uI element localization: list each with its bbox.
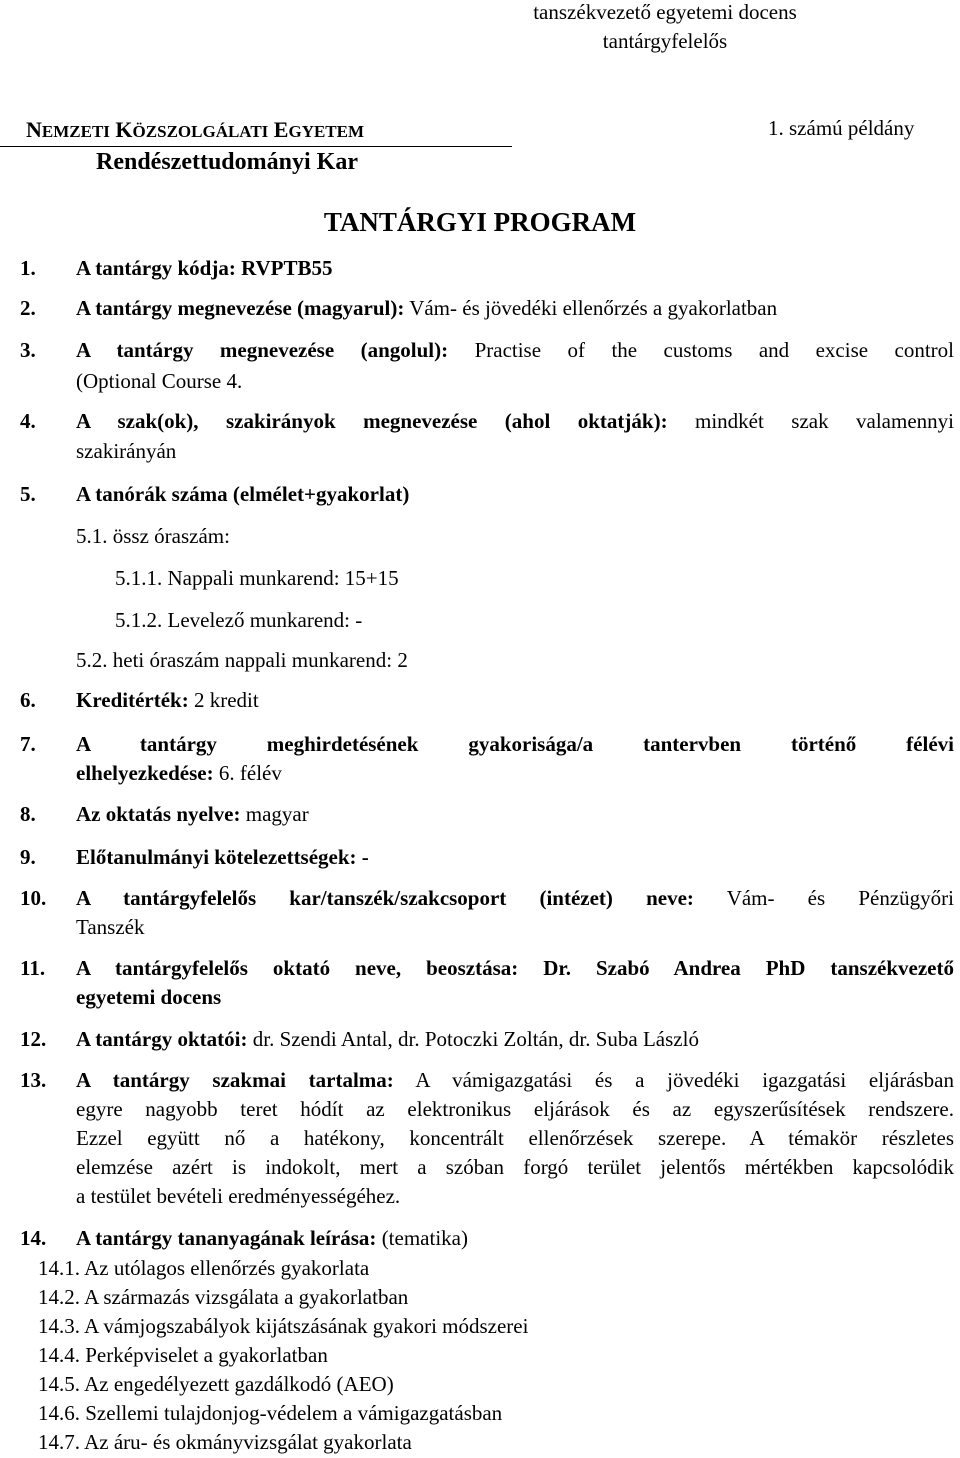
header-role: tanszékvezető egyetemi docens — [533, 0, 797, 24]
item-5-number: 5. — [20, 482, 36, 506]
item-14-number: 14. — [20, 1226, 47, 1250]
item-5-1-2: 5.1.2. Levelező munkarend: - — [115, 608, 363, 632]
item-6-number: 6. — [20, 688, 36, 712]
institution-name: NEMZETI KÖZSZOLGÁLATI EGYETEM — [26, 117, 365, 142]
item-14: A tantárgy tananyagának leírása: (tematika) — [76, 1226, 468, 1250]
item-4: A szak(ok), szakirányok megnevezése (ahol oktatják): mindkét szak valamennyi — [76, 409, 954, 433]
topic-item: 14.6. Szellemi tulajdonjog-védelem a vámigazgatásban — [38, 1401, 503, 1425]
item-3-number: 3. — [20, 338, 36, 362]
item-9-label: Előtanulmányi kötelezettségek: - — [76, 845, 369, 869]
item-10-number: 10. — [20, 886, 47, 910]
item-5-1: 5.1. össz óraszám: — [76, 524, 230, 548]
item-7-number: 7. — [20, 732, 36, 756]
topic-item: 14.2. A származás vizsgálata a gyakorlatban — [38, 1285, 409, 1309]
item-11-label: A tantárgyfelelős oktató neve, beosztása: Dr. Szabó Andrea PhD tanszékvezető — [76, 956, 954, 980]
item-13: A tantárgy szakmai tartalma: A vámigazgatási és a jövedéki igazgatási eljárásban — [76, 1068, 955, 1092]
item-4-number: 4. — [20, 409, 36, 433]
item-7-label: A tantárgy meghirdetésének gyakorisága/a tantervben történő félévi — [76, 732, 954, 756]
topic-item: 14.3. A vámjogszabályok kijátszásának gyakori módszerei — [38, 1314, 529, 1338]
item-3-cont: (Optional Course 4. — [76, 369, 243, 393]
item-2: A tantárgy megnevezése (magyarul): Vám- és jövedéki ellenőrzés a gyakorlatban — [76, 296, 778, 320]
item-1-number: 1. — [20, 256, 36, 280]
item-8-number: 8. — [20, 802, 36, 826]
header-divider — [0, 146, 512, 147]
item-13-line: elemzése azért is indokolt, mert a szóban forgó terület jelentős mértékben kapcsolódik — [76, 1155, 954, 1179]
item-13-line: a testület bevételi eredményességéhez. — [76, 1184, 401, 1208]
item-11-number: 11. — [20, 956, 46, 980]
item-3: A tantárgy megnevezése (angolul): Practise of the customs and excise control — [76, 338, 954, 362]
item-5-label: A tanórák száma (elmélet+gyakorlat) — [76, 482, 410, 506]
topic-item: 14.7. Az áru- és okmányvizsgálat gyakorlata — [38, 1430, 412, 1454]
item-1-label: A tantárgy kódja: RVPTB55 — [76, 256, 333, 280]
item-5-1-1: 5.1.1. Nappali munkarend: 15+15 — [115, 566, 399, 590]
document-title: TANTÁRGYI PROGRAM — [323, 207, 637, 237]
item-12: A tantárgy oktatói: dr. Szendi Antal, dr. Potoczki Zoltán, dr. Suba László — [76, 1027, 699, 1051]
copy-number: 1. számú példány — [768, 116, 915, 140]
topic-item: 14.5. Az engedélyezett gazdálkodó (AEO) — [38, 1372, 394, 1396]
item-8: Az oktatás nyelve: magyar — [76, 802, 309, 826]
item-11-cont: egyetemi docens — [76, 985, 222, 1009]
item-13-line: egyre nagyobb teret hódít az elektronikus eljárások és az egyszerűsítések rendszere. — [76, 1097, 954, 1121]
item-12-number: 12. — [20, 1027, 47, 1051]
item-9-number: 9. — [20, 845, 36, 869]
header-role-2: tantárgyfelelős — [602, 29, 728, 53]
item-6: Kreditérték: 2 kredit — [76, 688, 259, 712]
item-13-number: 13. — [20, 1068, 47, 1092]
item-5-2: 5.2. heti óraszám nappali munkarend: 2 — [76, 648, 408, 672]
topic-item: 14.4. Perképviselet a gyakorlatban — [38, 1343, 328, 1367]
item-13-line: Ezzel együtt nő a hatékony, koncentrált ellenőrzések szerepe. A témakör részletes — [76, 1126, 954, 1150]
topic-item: 14.1. Az utólagos ellenőrzés gyakorlata — [38, 1256, 370, 1280]
item-7-cont: elhelyezkedése: 6. félév — [76, 761, 282, 785]
item-2-number: 2. — [20, 296, 36, 320]
item-10: A tantárgyfelelős kar/tanszék/szakcsoport (intézet) neve: Vám- és Pénzügyőri — [76, 886, 954, 910]
faculty-name: Rendészettudományi Kar — [96, 149, 358, 175]
item-10-cont: Tanszék — [76, 915, 145, 939]
item-4-cont: szakirányán — [76, 439, 177, 463]
